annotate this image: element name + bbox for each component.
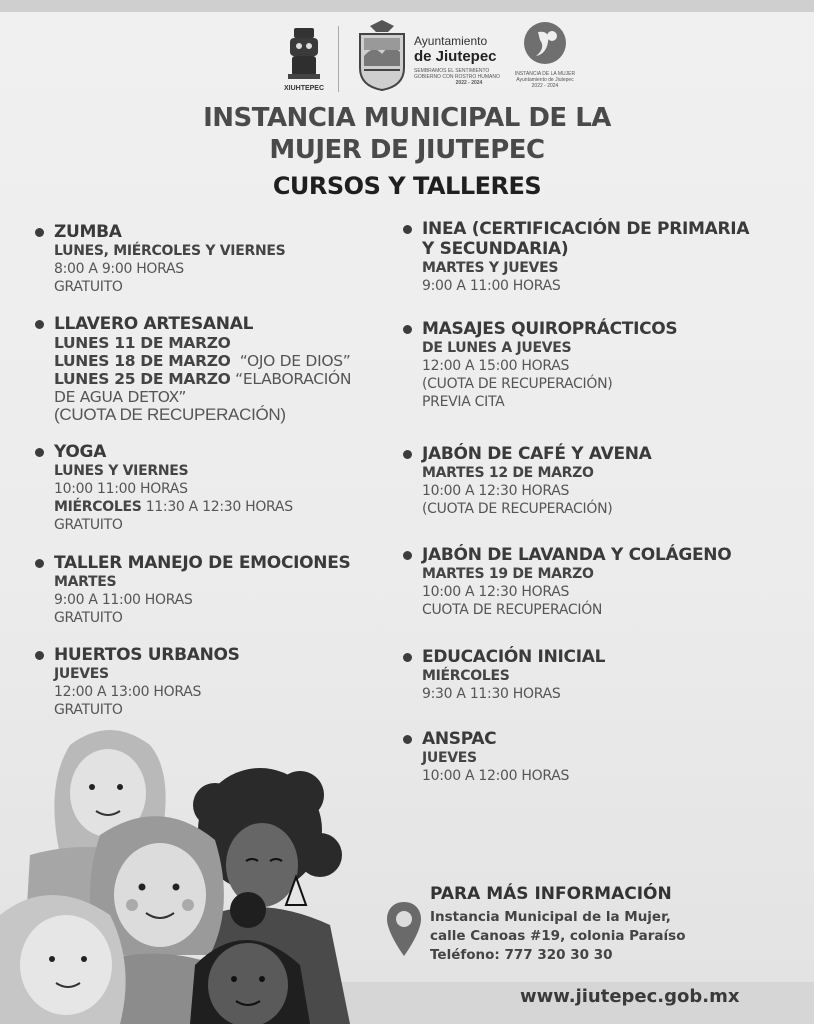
title-line1: INSTANCIA MUNICIPAL DE LA bbox=[203, 103, 611, 133]
bullet-icon bbox=[35, 320, 44, 329]
course-huertos-urbanos bbox=[54, 645, 240, 719]
xiuhtepec-label: XIUHTEPEC bbox=[283, 85, 325, 92]
logo-divider bbox=[338, 26, 339, 92]
course-days: MARTES bbox=[54, 574, 117, 590]
course-days: JUEVES bbox=[54, 666, 109, 682]
course-date: LUNES 11 DE MARZO bbox=[54, 334, 231, 352]
course-date-line bbox=[54, 352, 351, 370]
bullet-icon bbox=[403, 450, 412, 459]
course-hours: 12:00 A 13:00 HORAS bbox=[54, 684, 202, 700]
admin-years: 2022 - 2024 bbox=[455, 80, 483, 86]
page-title bbox=[0, 102, 814, 166]
course-topic: “OJO DE DIOS” bbox=[239, 352, 351, 370]
slogan-line1: SEMBRAMOS EL SENTIMIENTO bbox=[414, 68, 490, 74]
course-date: MARTES 12 DE MARZO bbox=[422, 465, 594, 481]
course-cost: (CUOTA DE RECUPERACIÓN) bbox=[422, 501, 613, 517]
course-cost: GRATUITO bbox=[54, 610, 123, 626]
course-name: JABÓN DE CAFÉ Y AVENA bbox=[422, 444, 652, 464]
course-name: LLAVERO ARTESANAL bbox=[54, 314, 254, 334]
course-hours: 8:00 A 9:00 HORAS bbox=[54, 261, 184, 277]
course-hours: 10:00 A 12:30 HORAS bbox=[422, 584, 570, 600]
course-cost: CUOTA DE RECUPERACIÓN bbox=[422, 602, 603, 618]
course-name: ANSPAC bbox=[422, 729, 497, 749]
course-days: LUNES Y VIERNES bbox=[54, 463, 189, 479]
bullet-icon bbox=[35, 448, 44, 457]
ayuntamiento-word: Ayuntamiento bbox=[414, 34, 488, 48]
course-yoga bbox=[54, 442, 293, 534]
course-cost: GRATUITO bbox=[54, 517, 123, 533]
course-name: YOGA bbox=[54, 442, 107, 462]
course-name: TALLER MANEJO DE EMOCIONES bbox=[54, 553, 351, 573]
course-hours: 10:00 A 12:00 HORAS bbox=[422, 768, 570, 784]
course-name: ZUMBA bbox=[54, 222, 122, 242]
municipal-shield-icon bbox=[356, 20, 408, 92]
bullet-icon bbox=[403, 325, 412, 334]
course-day: MIÉRCOLES bbox=[54, 499, 142, 515]
contact-info bbox=[430, 884, 685, 965]
bullet-icon bbox=[403, 735, 412, 744]
bullet-icon bbox=[35, 228, 44, 237]
course-day-hours bbox=[54, 498, 293, 516]
course-masajes bbox=[422, 319, 677, 411]
course-cost: GRATUITO bbox=[54, 279, 123, 295]
women-institute-emblem-icon bbox=[522, 20, 568, 66]
course-educacion-inicial bbox=[422, 647, 605, 703]
instancia-mujer-logo bbox=[512, 20, 578, 89]
course-name: HUERTOS URBANOS bbox=[54, 645, 240, 665]
course-topic-cont: DE AGUA DETOX” bbox=[54, 388, 187, 406]
contact-institution: Instancia Municipal de la Mujer, bbox=[430, 909, 671, 925]
course-name-cont: Y SECUNDARIA) bbox=[422, 239, 569, 259]
course-name: JABÓN DE LAVANDA Y COLÁGENO bbox=[422, 545, 732, 565]
course-date: MARTES 19 DE MARZO bbox=[422, 566, 594, 582]
contact-title: PARA MÁS INFORMACIÓN bbox=[430, 884, 672, 904]
bullet-icon bbox=[35, 559, 44, 568]
course-date: LUNES 25 DE MARZO bbox=[54, 370, 231, 388]
page-subtitle: CURSOS Y TALLERES bbox=[272, 172, 542, 200]
ayuntamiento-text bbox=[414, 34, 524, 86]
website-link[interactable]: www.jiutepec.gob.mx bbox=[520, 986, 740, 1007]
course-name: INEA (CERTIFICACIÓN DE PRIMARIA bbox=[422, 219, 750, 239]
course-note: PREVIA CITA bbox=[422, 394, 505, 410]
xiuhtepec-logo bbox=[280, 26, 328, 92]
xiuhtepec-emblem-icon bbox=[280, 26, 328, 80]
course-manejo-emociones bbox=[54, 553, 351, 627]
course-zumba bbox=[54, 222, 285, 296]
course-days: MIÉRCOLES bbox=[422, 668, 510, 684]
course-hours: 9:00 A 11:00 HORAS bbox=[422, 278, 561, 294]
course-topic: “ELABORACIÓN bbox=[235, 370, 352, 388]
course-cost: (CUOTA DE RECUPERACIÓN) bbox=[422, 376, 613, 392]
course-name: EDUCACIÓN INICIAL bbox=[422, 647, 606, 667]
instancia-mujer-label: INSTANCIA DE LA MUJER bbox=[514, 71, 576, 77]
course-llavero-artesanal bbox=[54, 314, 351, 424]
course-days: MARTES Y JUEVES bbox=[422, 260, 559, 276]
course-hours: 10:00 11:00 HORAS bbox=[54, 481, 188, 497]
contact-phone: Teléfono: 777 320 30 30 bbox=[430, 947, 613, 963]
bullet-icon bbox=[403, 551, 412, 560]
course-hours: 10:00 A 12:30 HORAS bbox=[422, 483, 570, 499]
course-hours: 9:30 A 11:30 HORAS bbox=[422, 686, 561, 702]
bullet-icon bbox=[403, 653, 412, 662]
course-hours: 11:30 A 12:30 HORAS bbox=[145, 499, 293, 515]
women-group-illustration bbox=[0, 715, 380, 1024]
bullet-icon bbox=[35, 651, 44, 660]
course-hours: 9:00 A 11:00 HORAS bbox=[54, 592, 193, 608]
slogan-line2: GOBIERNO CON ROSTRO HUMANO bbox=[414, 74, 500, 80]
course-days: DE LUNES A JUEVES bbox=[422, 340, 572, 356]
jiutepec-word: de Jiutepec bbox=[414, 48, 497, 65]
contact-address: calle Canoas #19, colonia Paraíso bbox=[430, 928, 686, 944]
map-pin-icon bbox=[385, 900, 423, 958]
course-date-line bbox=[54, 370, 351, 388]
bullet-icon bbox=[403, 225, 412, 234]
instancia-mujer-years: 2022 - 2024 bbox=[531, 83, 559, 89]
course-jabon-lavanda bbox=[422, 545, 731, 619]
title-line2: MUJER DE JIUTEPEC bbox=[269, 135, 545, 165]
course-days: LUNES, MIÉRCOLES Y VIERNES bbox=[54, 243, 286, 259]
course-anspac bbox=[422, 729, 569, 785]
top-band bbox=[0, 0, 814, 12]
course-hours: 12:00 A 15:00 HORAS bbox=[422, 358, 570, 374]
instancia-mujer-sublabel: Ayuntamiento de Jiutepec bbox=[516, 77, 574, 83]
course-name: MASAJES QUIROPRÁCTICOS bbox=[422, 319, 678, 339]
course-days: JUEVES bbox=[422, 750, 477, 766]
ayuntamiento-shield bbox=[356, 20, 408, 97]
header-logos bbox=[280, 20, 580, 102]
course-date: LUNES 18 DE MARZO bbox=[54, 352, 231, 370]
course-cost: (CUOTA DE RECUPERACIÓN) bbox=[54, 405, 286, 424]
course-jabon-cafe bbox=[422, 444, 652, 518]
course-cost: GRATUITO bbox=[54, 702, 123, 718]
course-inea bbox=[422, 219, 749, 295]
